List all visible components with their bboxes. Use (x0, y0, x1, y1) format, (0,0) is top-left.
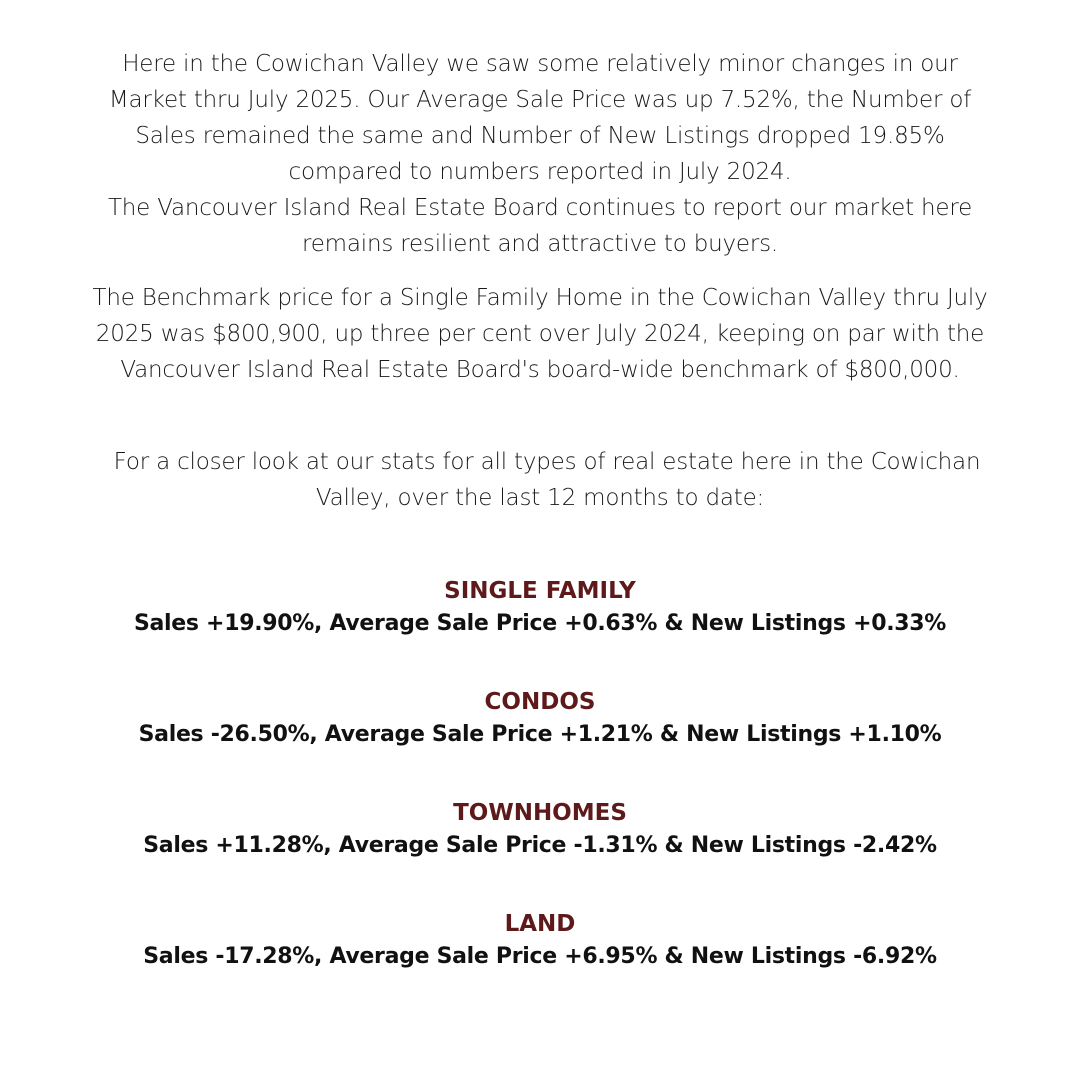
benchmark-line: Vancouver Island Real Estate Board's board-wide benchmark of $800,000. (120, 357, 960, 383)
benchmark-paragraph (40, 280, 1040, 388)
intro-paragraph (40, 46, 1040, 262)
closer-look-line: Valley, over the last 12 months to date: (315, 485, 765, 511)
intro-line: compared to numbers reported in July 2024. (288, 159, 792, 185)
category-stats: Sales +11.28%, Average Sale Price -1.31% & New Listings -2.42% (143, 833, 937, 858)
intro-line: Market thru July 2025. Our Average Sale Price was up 7.52%, the Number of (108, 87, 972, 113)
intro-line: Sales remained the same and Number of New Listings dropped 19.85% (135, 123, 945, 149)
category-condos (40, 687, 1040, 753)
category-stats: Sales -17.28%, Average Sale Price +6.95% & New Listings -6.92% (143, 944, 937, 969)
category-stats: Sales -26.50%, Average Sale Price +1.21% & New Listings +1.10% (138, 722, 942, 747)
category-title: CONDOS (484, 689, 596, 715)
intro-line: The Vancouver Island Real Estate Board continues to report our market here (107, 195, 973, 221)
category-townhomes (40, 798, 1040, 864)
category-title: LAND (504, 911, 576, 937)
category-title: SINGLE FAMILY (444, 578, 636, 604)
closer-look-line: For a closer look at our stats for all types of real estate here in the Cowichan (113, 449, 981, 475)
category-stats: Sales +19.90%, Average Sale Price +0.63% & New Listings +0.33% (133, 611, 947, 636)
closer-look-paragraph (40, 444, 1040, 516)
category-land (40, 909, 1040, 975)
intro-line: Here in the Cowichan Valley we saw some relatively minor changes in our (122, 51, 958, 77)
category-single-family (40, 576, 1040, 642)
benchmark-line: 2025 was $800,900, up three per cent over July 2024, keeping on par with the (95, 321, 985, 347)
benchmark-line: The Benchmark price for a Single Family Home in the Cowichan Valley thru July (92, 285, 988, 311)
intro-line: remains resilient and attractive to buyers. (301, 231, 779, 257)
category-title: TOWNHOMES (453, 800, 627, 826)
